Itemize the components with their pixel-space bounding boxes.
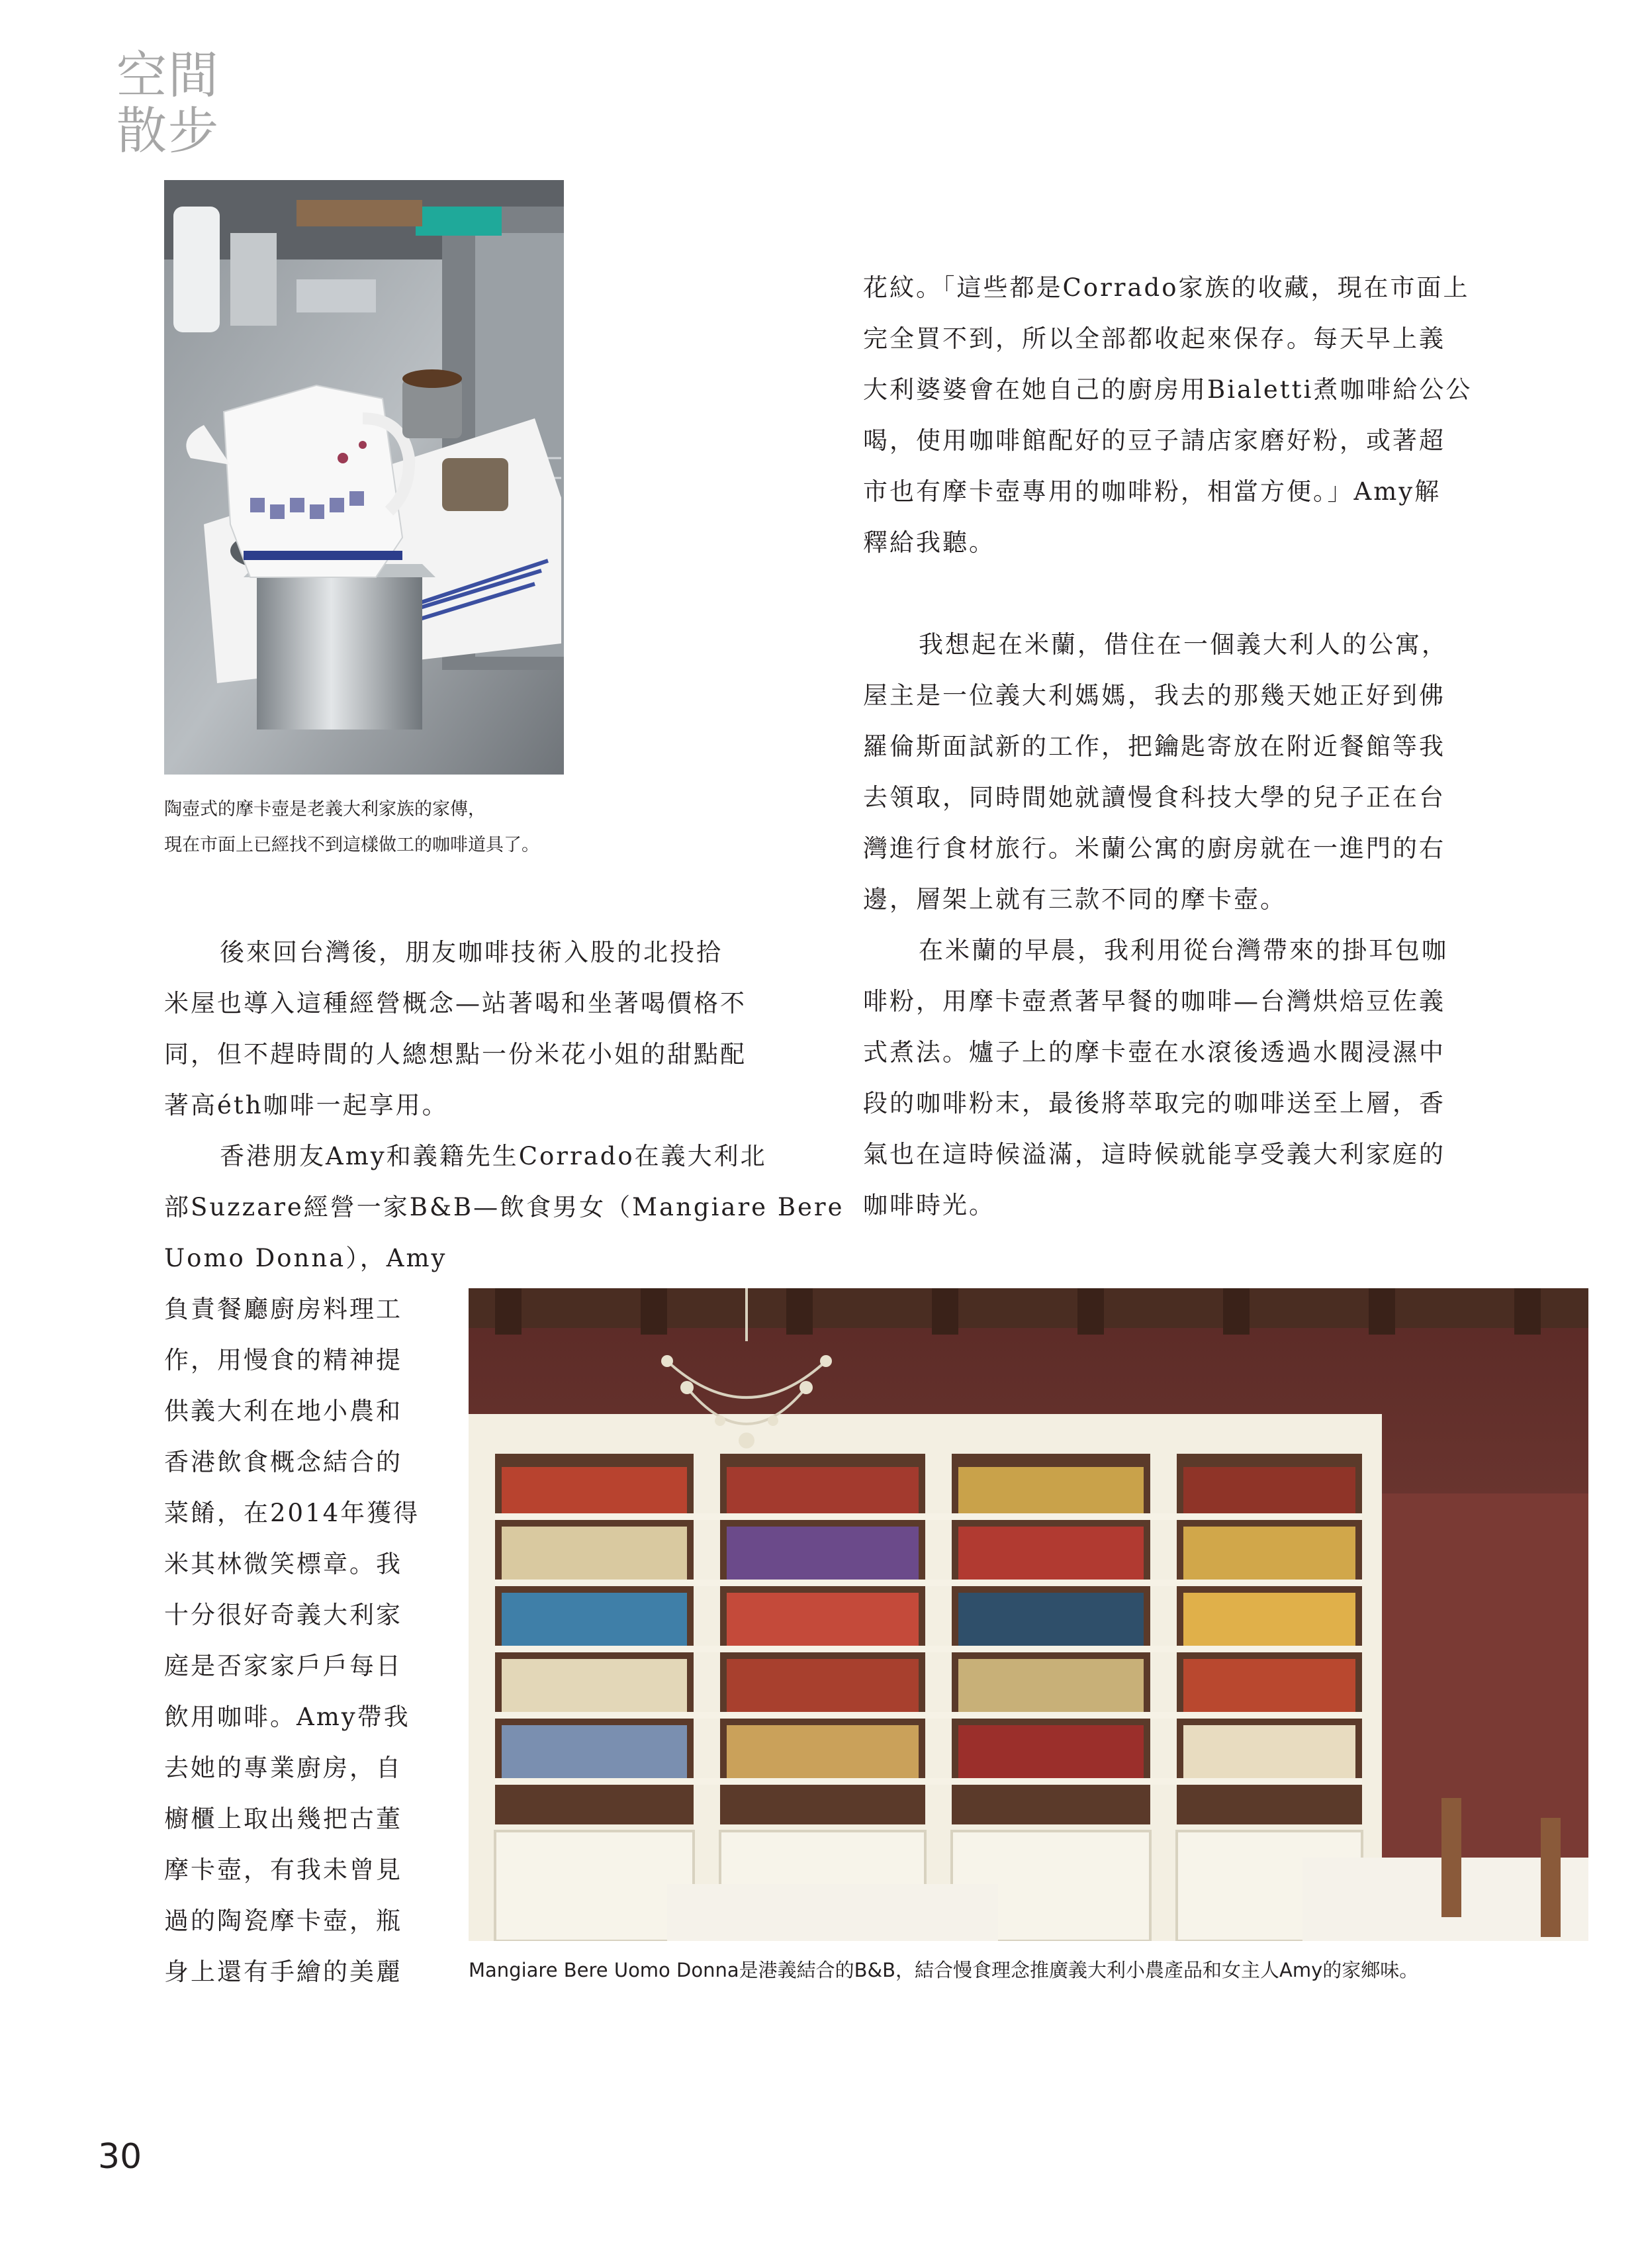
text-line: 屋主是一位義大利媽媽，我去的那幾天她正好到佛 (863, 681, 1445, 710)
left-column (164, 927, 844, 1284)
caption-line: 現在市面上已經找不到這樣做工的咖啡道具了。 (164, 835, 539, 855)
text-line: 櫥櫃上取出幾把古董 (164, 1805, 402, 1833)
text-line: 庭是否家家戶戶每日 (164, 1652, 402, 1680)
text-line: 啡粉，用摩卡壺煮著早餐的咖啡—台灣烘焙豆佐義 (863, 987, 1445, 1016)
text-line: 釋給我聽。 (863, 528, 995, 557)
text-line: 香港朋友Amy和義籍先生Corrado在義大利北 (220, 1142, 767, 1170)
text-line: 部Suzzare經營一家B&B—飲食男女（Mangiare Bere (164, 1193, 844, 1221)
section-title-line-2: 散步 (116, 101, 220, 160)
text-line: 米其林微笑標章。我 (164, 1550, 402, 1578)
text-line: 摩卡壺，有我未曾見 (164, 1856, 402, 1884)
text-line: 完全買不到，所以全部都收起來保存。每天早上義 (863, 324, 1445, 353)
page-number: 30 (98, 2137, 142, 2177)
right-column (863, 262, 1485, 1231)
text-line: Uomo Donna），Amy (164, 1244, 447, 1272)
text-line: 米屋也導入這種經營概念—站著喝和坐著喝價格不 (164, 989, 747, 1017)
text-line: 邊，層架上就有三款不同的摩卡壺。 (863, 885, 1287, 914)
text-line: 市也有摩卡壺專用的咖啡粉，相當方便。」Amy解 (863, 477, 1441, 506)
text-line: 我想起在米蘭，借住在一個義大利人的公寓， (919, 630, 1448, 659)
library-dining-room-photo (469, 1288, 1588, 1941)
text-line: 菜餚，在2014年獲得 (164, 1499, 420, 1527)
text-line: 後來回台灣後，朋友咖啡技術入股的北投拾 (220, 938, 723, 967)
paragraph (164, 927, 792, 1131)
text-line: 去領取，同時間她就讀慢食科技大學的兒子正在台 (863, 783, 1445, 812)
text-line: 著高éth咖啡一起享用。 (164, 1091, 449, 1119)
paragraph (863, 925, 1485, 1231)
moka-photo-caption (164, 792, 667, 863)
text-line: 供義大利在地小農和 (164, 1397, 402, 1425)
left-column-narrow (164, 1284, 442, 1997)
paragraph (164, 1131, 844, 1284)
text-line: 花紋。「這些都是Corrado家族的收藏，現在市面上 (863, 273, 1470, 302)
paragraph (863, 262, 1485, 568)
text-line: 去她的專業廚房，自 (164, 1754, 402, 1782)
text-line: 氣也在這時候溢滿，這時候就能享受義大利家庭的 (863, 1140, 1445, 1168)
text-line: 負責餐廳廚房料理工 (164, 1295, 402, 1323)
text-line: 羅倫斯面試新的工作，把鑰匙寄放在附近餐館等我 (863, 732, 1445, 761)
text-line: 過的陶瓷摩卡壺，瓶 (164, 1907, 402, 1935)
text-line: 身上還有手繪的美麗 (164, 1958, 402, 1986)
caption-line: 陶壺式的摩卡壺是老義大利家族的家傳， (164, 799, 486, 820)
text-line: 在米蘭的早晨，我利用從台灣帶來的掛耳包咖 (919, 936, 1448, 965)
text-line: 大利婆婆會在她自己的廚房用Bialetti煮咖啡給公公 (863, 375, 1473, 404)
text-line: 段的咖啡粉末，最後將萃取完的咖啡送至上層，香 (863, 1089, 1445, 1117)
section-title (116, 48, 220, 159)
library-photo-caption: Mangiare Bere Uomo Donna是港義結合的B&B，結合慢食理念推廣義大利小農產品和女主人Amy的家鄉味。 (469, 1959, 1419, 1981)
text-line: 香港飲食概念結合的 (164, 1448, 402, 1476)
text-line: 喝，使用咖啡館配好的豆子請店家磨好粉，或著超 (863, 426, 1445, 455)
text-line: 灣進行食材旅行。米蘭公寓的廚房就在一進門的右 (863, 834, 1445, 863)
text-line: 十分很好奇義大利家 (164, 1601, 402, 1629)
text-line: 咖啡時光。 (863, 1191, 995, 1219)
text-line: 作，用慢食的精神提 (164, 1346, 402, 1374)
text-line: 飲用咖啡。Amy帶我 (164, 1703, 410, 1731)
paragraph (863, 619, 1485, 925)
section-title-line-1: 空間 (116, 46, 220, 105)
moka-pot-photo (164, 180, 564, 775)
text-line: 式煮法。爐子上的摩卡壺在水滾後透過水閥浸濕中 (863, 1038, 1445, 1066)
text-line: 同，但不趕時間的人總想點一份米花小姐的甜點配 (164, 1040, 747, 1068)
